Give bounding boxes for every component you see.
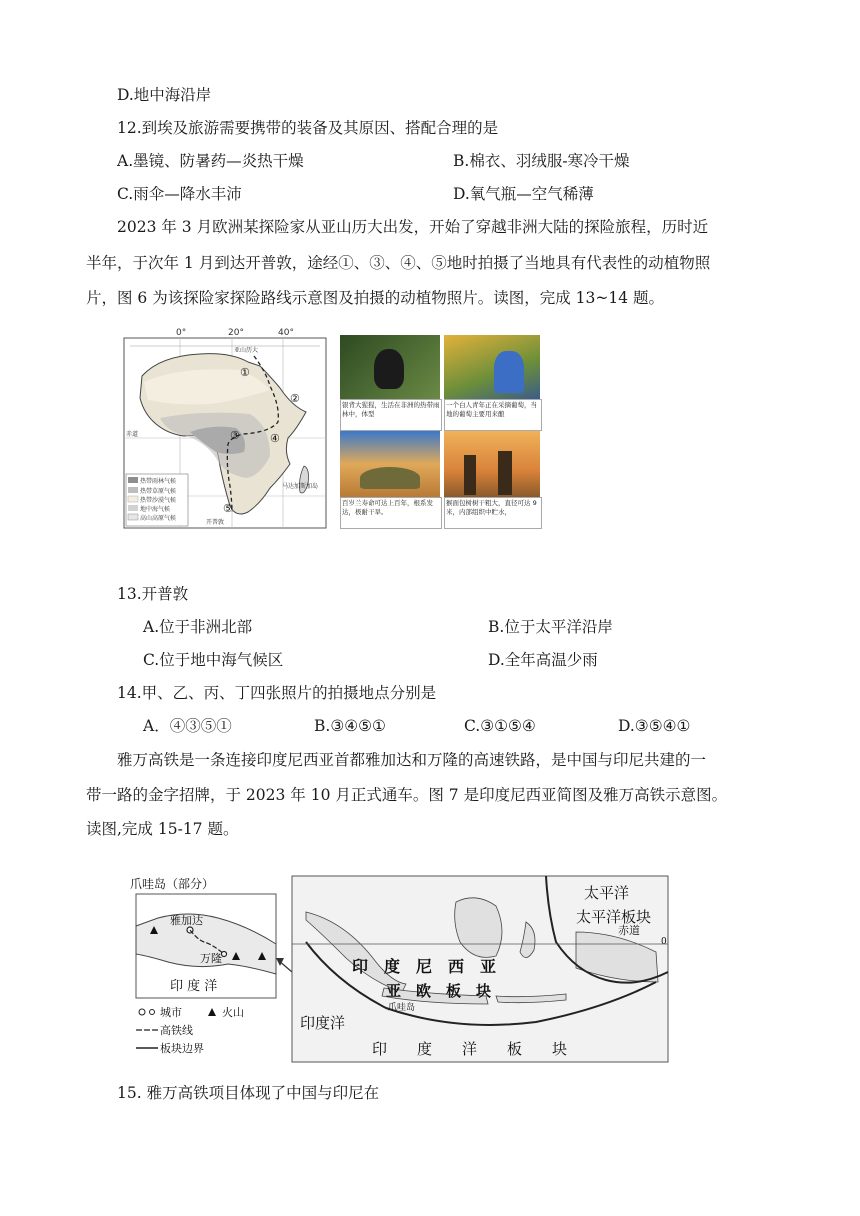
legend-rail: 高铁线 [160, 1024, 193, 1037]
legend-city: 城市 [160, 1006, 182, 1019]
photo-caption-jia: 银背大猩猩，生活在非洲的热带雨林中，体型 [340, 399, 442, 431]
inset-bandung: 万隆 [200, 952, 222, 965]
q12-option-c: C.雨伞—降水丰沛 [117, 185, 242, 203]
fig6-photos [340, 335, 560, 531]
main-equator-zero: 0 [661, 937, 667, 947]
baobab-trunk-2 [498, 451, 512, 495]
map-madagascar-label: 马达加斯加岛 [282, 483, 319, 490]
map-point-5: ⑤ [223, 502, 233, 515]
legend-desert: 热带沙漠气候 [140, 497, 177, 504]
q14-option-c: C.③①⑤④ [464, 717, 536, 735]
map-point-4: ④ [270, 432, 280, 445]
passage2-line-3: 读图,完成 15-17 题。 [86, 820, 239, 838]
legend-mediterranean: 地中海气候 [140, 506, 171, 513]
main-pacific: 太平洋 [584, 884, 630, 902]
q12-option-a: A.墨镜、防暑药—炎热干燥 [117, 152, 304, 170]
passage1-line-2: 半年，于次年 1 月到达开普敦，途经①、③、④、⑤地时拍摄了当地具有代表性的动植物照 [86, 254, 711, 272]
legend-volcano: 火山 [222, 1006, 244, 1019]
q12-option-b: B.棉衣、羽绒服-寒冷干燥 [453, 152, 630, 170]
main-indonesia: 印 度 尼 西 亚 [352, 957, 497, 976]
q14-option-d: D.③⑤④① [618, 717, 691, 735]
q14-stem: 14.甲、乙、丙、丁四张照片的拍摄地点分别是 [117, 684, 437, 702]
photo-caption-yi: 一个白人青年正在采摘葡萄，当地的葡萄主要用来酿 [444, 399, 542, 431]
photo-caption-bing: 百岁兰寿命可达上百年，根系发达，极耐干旱。 [340, 497, 442, 529]
main-java: 爪哇岛 [388, 1003, 416, 1013]
q11-option-d: D.地中海沿岸 [117, 86, 212, 104]
q13-option-c: C.位于地中海气候区 [143, 651, 284, 669]
fig7-indonesia-map [276, 872, 670, 1066]
main-equator: 赤道 [618, 924, 640, 937]
photo-welwitschia [340, 431, 440, 497]
main-eurasian-plate: 亚 欧 板 块 [386, 982, 492, 1000]
q14-option-a: A．④③⑤① [143, 717, 232, 735]
person-shape [494, 351, 524, 393]
q12-option-d: D.氧气瓶—空气稀薄 [453, 185, 594, 203]
map-equator-label: 赤道 [126, 431, 139, 438]
map-start-label: 亚山历大 [234, 347, 259, 354]
photo-grapes [444, 335, 540, 399]
main-indian-plate: 印 度 洋 板 块 [372, 1040, 568, 1058]
q14-option-b: B.③④⑤① [314, 717, 386, 735]
q13-option-d: D.全年高温少雨 [488, 651, 598, 669]
legend-savanna: 热带草原气候 [140, 488, 177, 495]
passage2-line-2: 带一路的金字招牌，于 2023 年 10 月正式通车。图 7 是印度尼西亚简图及雅万高铁示意图。 [86, 786, 728, 804]
plant-shape [360, 467, 420, 489]
legend-rainforest: 热带雨林气候 [140, 478, 177, 485]
passage2-line-1: 雅万高铁是一条连接印度尼西亚首都雅加达和万隆的高速铁路，是中国与印尼共建的一 [117, 751, 707, 769]
map-point-1: ① [240, 366, 250, 379]
main-indian-ocean: 印度洋 [300, 1014, 346, 1032]
main-pacific-plate: 太平洋板块 [576, 908, 652, 926]
q13-stem: 13.开普敦 [117, 585, 189, 603]
photo-baobab [444, 431, 540, 497]
inset-ocean: 印 度 洋 [170, 979, 218, 994]
lon-label-0: 0° [176, 328, 187, 338]
legend-boundary: 板块边界 [160, 1042, 204, 1055]
inset-title: 爪哇岛（部分） [130, 877, 215, 891]
fig6-africa-map [120, 326, 330, 532]
lon-label-20: 20° [228, 328, 244, 338]
passage1-line-1: 2023 年 3 月欧洲某探险家从亚山历大出发，开始了穿越非洲大陆的探险旅程，历时近 [117, 218, 709, 236]
q13-option-a: A.位于非洲北部 [143, 618, 253, 636]
legend-highland: 高山高原气候 [140, 515, 177, 522]
gorilla-shape [374, 349, 404, 389]
photo-caption-ding: 猴面包树树干粗大，直径可达 9 米，内部组织中贮水， [444, 497, 542, 529]
q15-stem: 15. 雅万高铁项目体现了中国与印尼在 [117, 1084, 380, 1102]
map-point-2: ② [290, 392, 300, 405]
map-point-3: ③ [230, 429, 240, 442]
baobab-trunk-1 [464, 455, 476, 495]
fig7-java-inset [128, 874, 278, 1064]
lon-label-40: 40° [278, 328, 294, 338]
q12-stem: 12.到埃及旅游需要携带的装备及其原因、搭配合理的是 [117, 119, 499, 137]
q13-option-b: B.位于太平洋沿岸 [488, 618, 613, 636]
inset-jakarta: 雅加达 [170, 914, 203, 927]
photo-gorilla [340, 335, 440, 399]
map-cape-label: 开普敦 [206, 519, 225, 526]
passage1-line-3: 片，图 6 为该探险家探险路线示意图及拍摄的动植物照片。读图，完成 13~14 题。 [86, 289, 665, 307]
